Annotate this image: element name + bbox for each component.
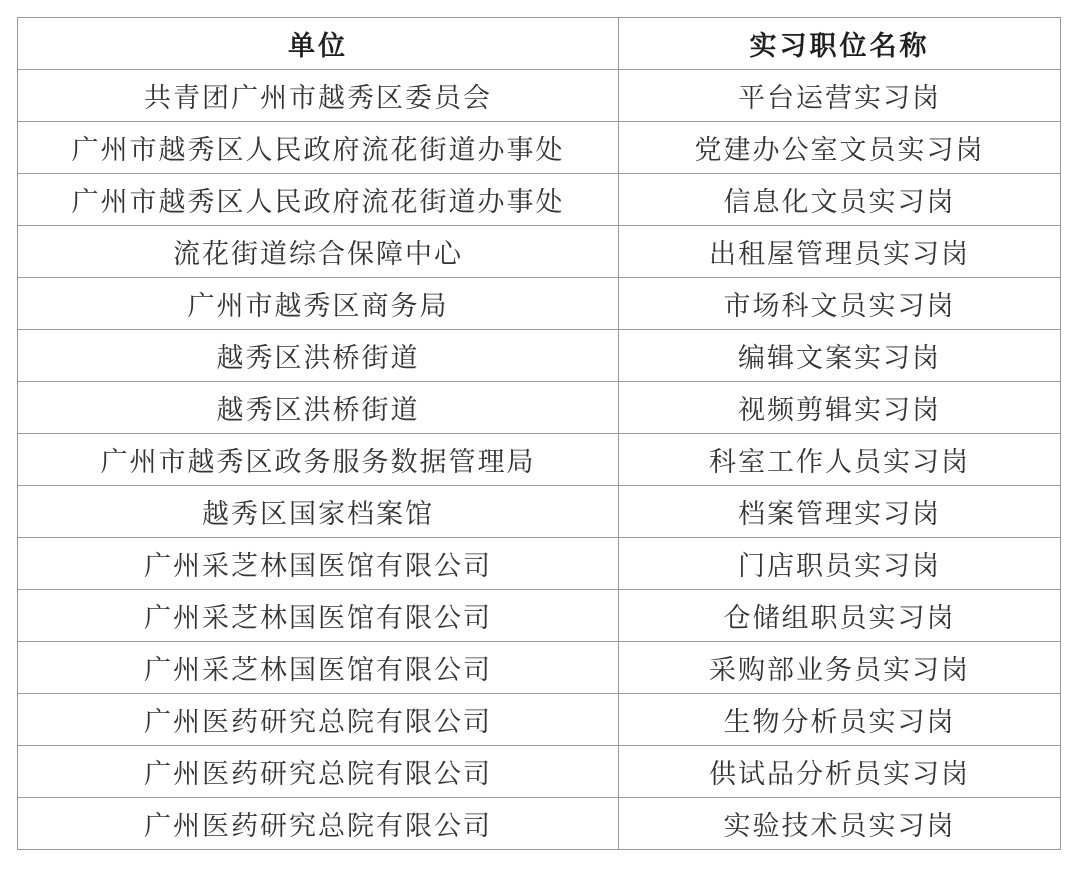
position-cell: 信息化文员实习岗 — [619, 174, 1061, 226]
table-row — [18, 174, 1061, 226]
table-row — [18, 278, 1061, 330]
table-row — [18, 746, 1061, 798]
table-row — [18, 486, 1061, 538]
unit-cell: 广州市越秀区人民政府流花街道办事处 — [18, 174, 619, 226]
unit-cell: 广州医药研究总院有限公司 — [18, 746, 619, 798]
unit-cell: 越秀区国家档案馆 — [18, 486, 619, 538]
unit-cell: 广州医药研究总院有限公司 — [18, 798, 619, 850]
unit-cell: 越秀区洪桥街道 — [18, 382, 619, 434]
table-row — [18, 642, 1061, 694]
table-row — [18, 694, 1061, 746]
position-cell: 党建办公室文员实习岗 — [619, 122, 1061, 174]
unit-cell: 共青团广州市越秀区委员会 — [18, 70, 619, 122]
unit-cell: 流花街道综合保障中心 — [18, 226, 619, 278]
table-row — [18, 330, 1061, 382]
unit-cell: 广州采芝林国医馆有限公司 — [18, 642, 619, 694]
position-cell: 仓储组职员实习岗 — [619, 590, 1061, 642]
unit-cell: 广州市越秀区政务服务数据管理局 — [18, 434, 619, 486]
position-cell: 供试品分析员实习岗 — [619, 746, 1061, 798]
unit-cell: 广州市越秀区商务局 — [18, 278, 619, 330]
position-cell: 采购部业务员实习岗 — [619, 642, 1061, 694]
internship-table-container — [17, 17, 1060, 863]
table-row — [18, 538, 1061, 590]
table-row — [18, 590, 1061, 642]
position-cell: 科室工作人员实习岗 — [619, 434, 1061, 486]
table-header-row — [18, 18, 1061, 70]
table-row — [18, 434, 1061, 486]
table-row — [18, 226, 1061, 278]
unit-cell: 越秀区洪桥街道 — [18, 330, 619, 382]
header-unit: 单位 — [18, 18, 619, 70]
position-cell: 视频剪辑实习岗 — [619, 382, 1061, 434]
position-cell: 档案管理实习岗 — [619, 486, 1061, 538]
position-cell: 市场科文员实习岗 — [619, 278, 1061, 330]
table-row — [18, 382, 1061, 434]
table-row — [18, 122, 1061, 174]
position-cell: 生物分析员实习岗 — [619, 694, 1061, 746]
internship-positions-table — [17, 17, 1061, 850]
position-cell: 平台运营实习岗 — [619, 70, 1061, 122]
table-row — [18, 798, 1061, 850]
unit-cell: 广州采芝林国医馆有限公司 — [18, 538, 619, 590]
position-cell: 门店职员实习岗 — [619, 538, 1061, 590]
unit-cell: 广州采芝林国医馆有限公司 — [18, 590, 619, 642]
unit-cell: 广州市越秀区人民政府流花街道办事处 — [18, 122, 619, 174]
header-position-name: 实习职位名称 — [619, 18, 1061, 70]
position-cell: 出租屋管理员实习岗 — [619, 226, 1061, 278]
unit-cell: 广州医药研究总院有限公司 — [18, 694, 619, 746]
table-row — [18, 70, 1061, 122]
position-cell: 编辑文案实习岗 — [619, 330, 1061, 382]
position-cell: 实验技术员实习岗 — [619, 798, 1061, 850]
